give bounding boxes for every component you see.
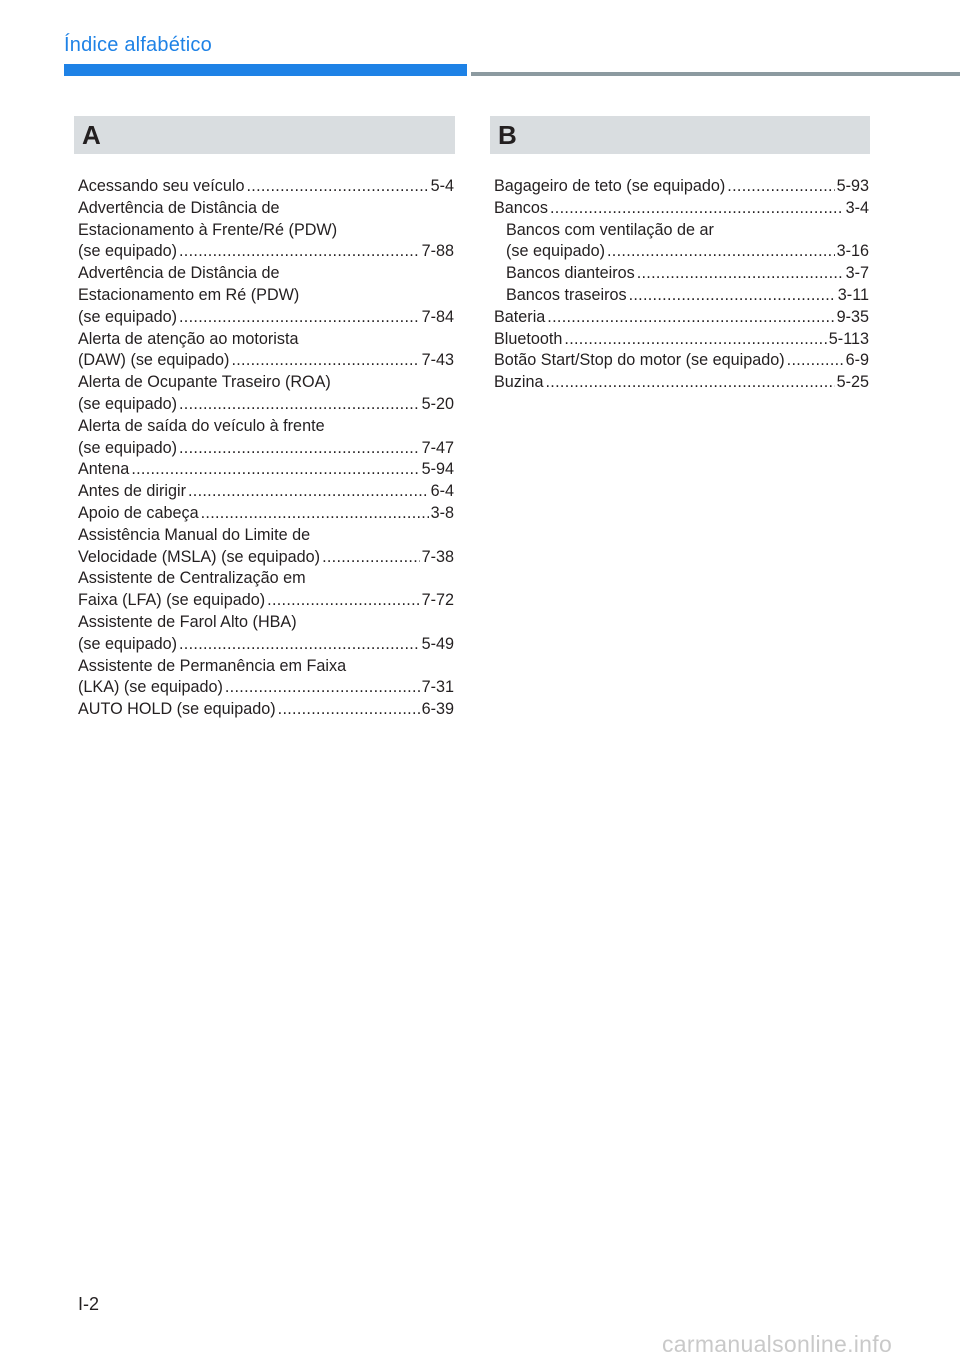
index-entry: [78, 634, 454, 656]
page-number: I-2: [78, 1294, 100, 1314]
entry-page: 5-94: [421, 460, 454, 479]
index-entry: [78, 503, 454, 525]
watermark: carmanualsonline.info: [662, 1331, 893, 1357]
entry-page: 3-7: [845, 264, 869, 283]
index-entry: [494, 307, 869, 329]
index-entry: [494, 350, 869, 372]
index-entry: [494, 285, 869, 307]
entry-page: 7-72: [421, 591, 454, 610]
dot-leader: [131, 459, 419, 481]
dot-leader: [179, 438, 420, 460]
entry-title: (se equipado): [78, 634, 177, 653]
entry-title: Faixa (LFA) (se equipado): [78, 591, 266, 610]
entry-title: Bancos traseiros: [506, 285, 627, 304]
entry-title-line: Advertência de Distância de: [78, 198, 280, 217]
dot-leader: [179, 307, 420, 329]
dot-leader: [787, 350, 844, 372]
index-entries-b: [494, 176, 869, 394]
entry-title-line: Assistente de Centralização em: [78, 569, 306, 588]
dot-leader: [547, 307, 834, 329]
entry-title: Bancos dianteiros: [506, 264, 635, 283]
entry-title-line: Alerta de Ocupante Traseiro (ROA): [78, 373, 331, 392]
dot-leader: [231, 350, 419, 372]
dot-leader: [225, 677, 420, 699]
entry-title: (se equipado): [78, 307, 177, 326]
header-accent-bar: [64, 64, 467, 76]
entry-title-line: Assistente de Permanência em Faixa: [78, 656, 347, 675]
index-entry: [494, 372, 869, 394]
entry-title: Bancos: [494, 198, 548, 217]
entry-page: 3-11: [837, 285, 869, 304]
entry-title: Bagageiro de teto (se equipado): [494, 177, 726, 195]
entry-title: Antes de dirigir: [78, 482, 186, 501]
entry-title: Apoio de cabeça: [78, 503, 199, 522]
index-entry: [78, 350, 454, 372]
index-entry: [494, 198, 869, 220]
dot-leader: [629, 285, 836, 307]
entry-title: Bluetooth: [494, 329, 563, 348]
dot-leader: [727, 176, 834, 198]
entry-page: 7-47: [421, 438, 454, 457]
entry-title-line: Advertência de Distância de: [78, 264, 280, 283]
entry-title: Botão Start/Stop do motor (se equipado): [494, 351, 785, 370]
dot-leader: [564, 329, 826, 351]
entry-page: 3-16: [836, 242, 869, 261]
entry-title-line: Estacionamento à Frente/Ré (PDW): [78, 220, 338, 239]
entry-title-line: Assistente de Farol Alto (HBA): [78, 612, 297, 631]
entry-page: 6-9: [845, 351, 869, 370]
entry-title-line: Estacionamento em Ré (PDW): [78, 285, 300, 304]
index-entries-a: [78, 176, 454, 721]
entry-title: (se equipado): [78, 394, 177, 413]
dot-leader: [179, 394, 420, 416]
dot-leader: [188, 481, 429, 503]
index-entry: [494, 263, 869, 285]
entry-page: 7-43: [421, 351, 454, 370]
entry-page: 5-113: [828, 329, 869, 348]
entry-title: (LKA) (se equipado): [78, 678, 223, 697]
entry-title: (DAW) (se equipado): [78, 351, 230, 370]
index-entry: [78, 394, 454, 416]
entry-page: 5-4: [430, 177, 454, 195]
header-rule: [471, 72, 960, 76]
dot-leader: [637, 263, 844, 285]
entry-title-line: Alerta de atenção ao motorista: [78, 329, 299, 348]
section-heading-b: B: [490, 116, 870, 154]
dot-leader: [550, 198, 844, 220]
index-entry: [78, 677, 454, 699]
entry-page: 5-49: [421, 634, 454, 653]
entry-title: (se equipado): [506, 242, 605, 261]
entry-title: AUTO HOLD (se equipado): [78, 700, 276, 719]
entry-title: Acessando seu veículo: [78, 177, 245, 195]
dot-leader: [267, 590, 419, 612]
entry-title-line: Alerta de saída do veículo à frente: [78, 416, 325, 435]
entry-title: (se equipado): [78, 438, 177, 457]
entry-title: (se equipado): [78, 242, 177, 261]
index-column-b: [494, 116, 869, 394]
index-entry: [78, 590, 454, 612]
entry-page: 3-4: [845, 198, 869, 217]
page-header-title: Índice alfabético: [64, 34, 212, 56]
index-column-a: [78, 116, 454, 721]
dot-leader: [607, 241, 835, 263]
index-entry: [78, 307, 454, 329]
index-entry: [78, 459, 454, 481]
entry-page: 5-25: [836, 373, 869, 392]
dot-leader: [546, 372, 835, 394]
index-entry: [494, 176, 869, 198]
entry-page: 6-4: [430, 482, 454, 501]
entry-title-line: Bancos com ventilação de ar: [506, 220, 714, 239]
dot-leader: [179, 634, 420, 656]
index-entry: [78, 481, 454, 503]
index-entry: [494, 241, 869, 263]
entry-title: Velocidade (MSLA) (se equipado): [78, 547, 321, 566]
dot-leader: [201, 503, 429, 525]
dot-leader: [179, 241, 420, 263]
entry-page: 3-8: [430, 503, 454, 522]
entry-page: 7-84: [421, 307, 454, 326]
index-entry: [78, 699, 454, 721]
dot-leader: [246, 176, 428, 198]
dot-leader: [322, 547, 420, 569]
dot-leader: [278, 699, 420, 721]
entry-title-line: Assistência Manual do Limite de: [78, 525, 311, 544]
index-entry: [78, 241, 454, 263]
section-heading-a: A: [74, 116, 455, 154]
entry-page: 7-38: [421, 547, 454, 566]
index-entry: [78, 438, 454, 460]
index-entry: [494, 329, 869, 351]
entry-page: 7-31: [421, 678, 454, 697]
entry-page: 5-93: [836, 177, 869, 195]
entry-title: Buzina: [494, 373, 544, 392]
index-entry: [78, 547, 454, 569]
entry-title: Bateria: [494, 307, 546, 326]
index-entry: [78, 176, 454, 198]
entry-page: 6-39: [421, 700, 454, 719]
entry-page: 9-35: [836, 307, 869, 326]
entry-title: Antena: [78, 460, 130, 479]
entry-page: 5-20: [421, 394, 454, 413]
entry-page: 7-88: [421, 242, 454, 261]
